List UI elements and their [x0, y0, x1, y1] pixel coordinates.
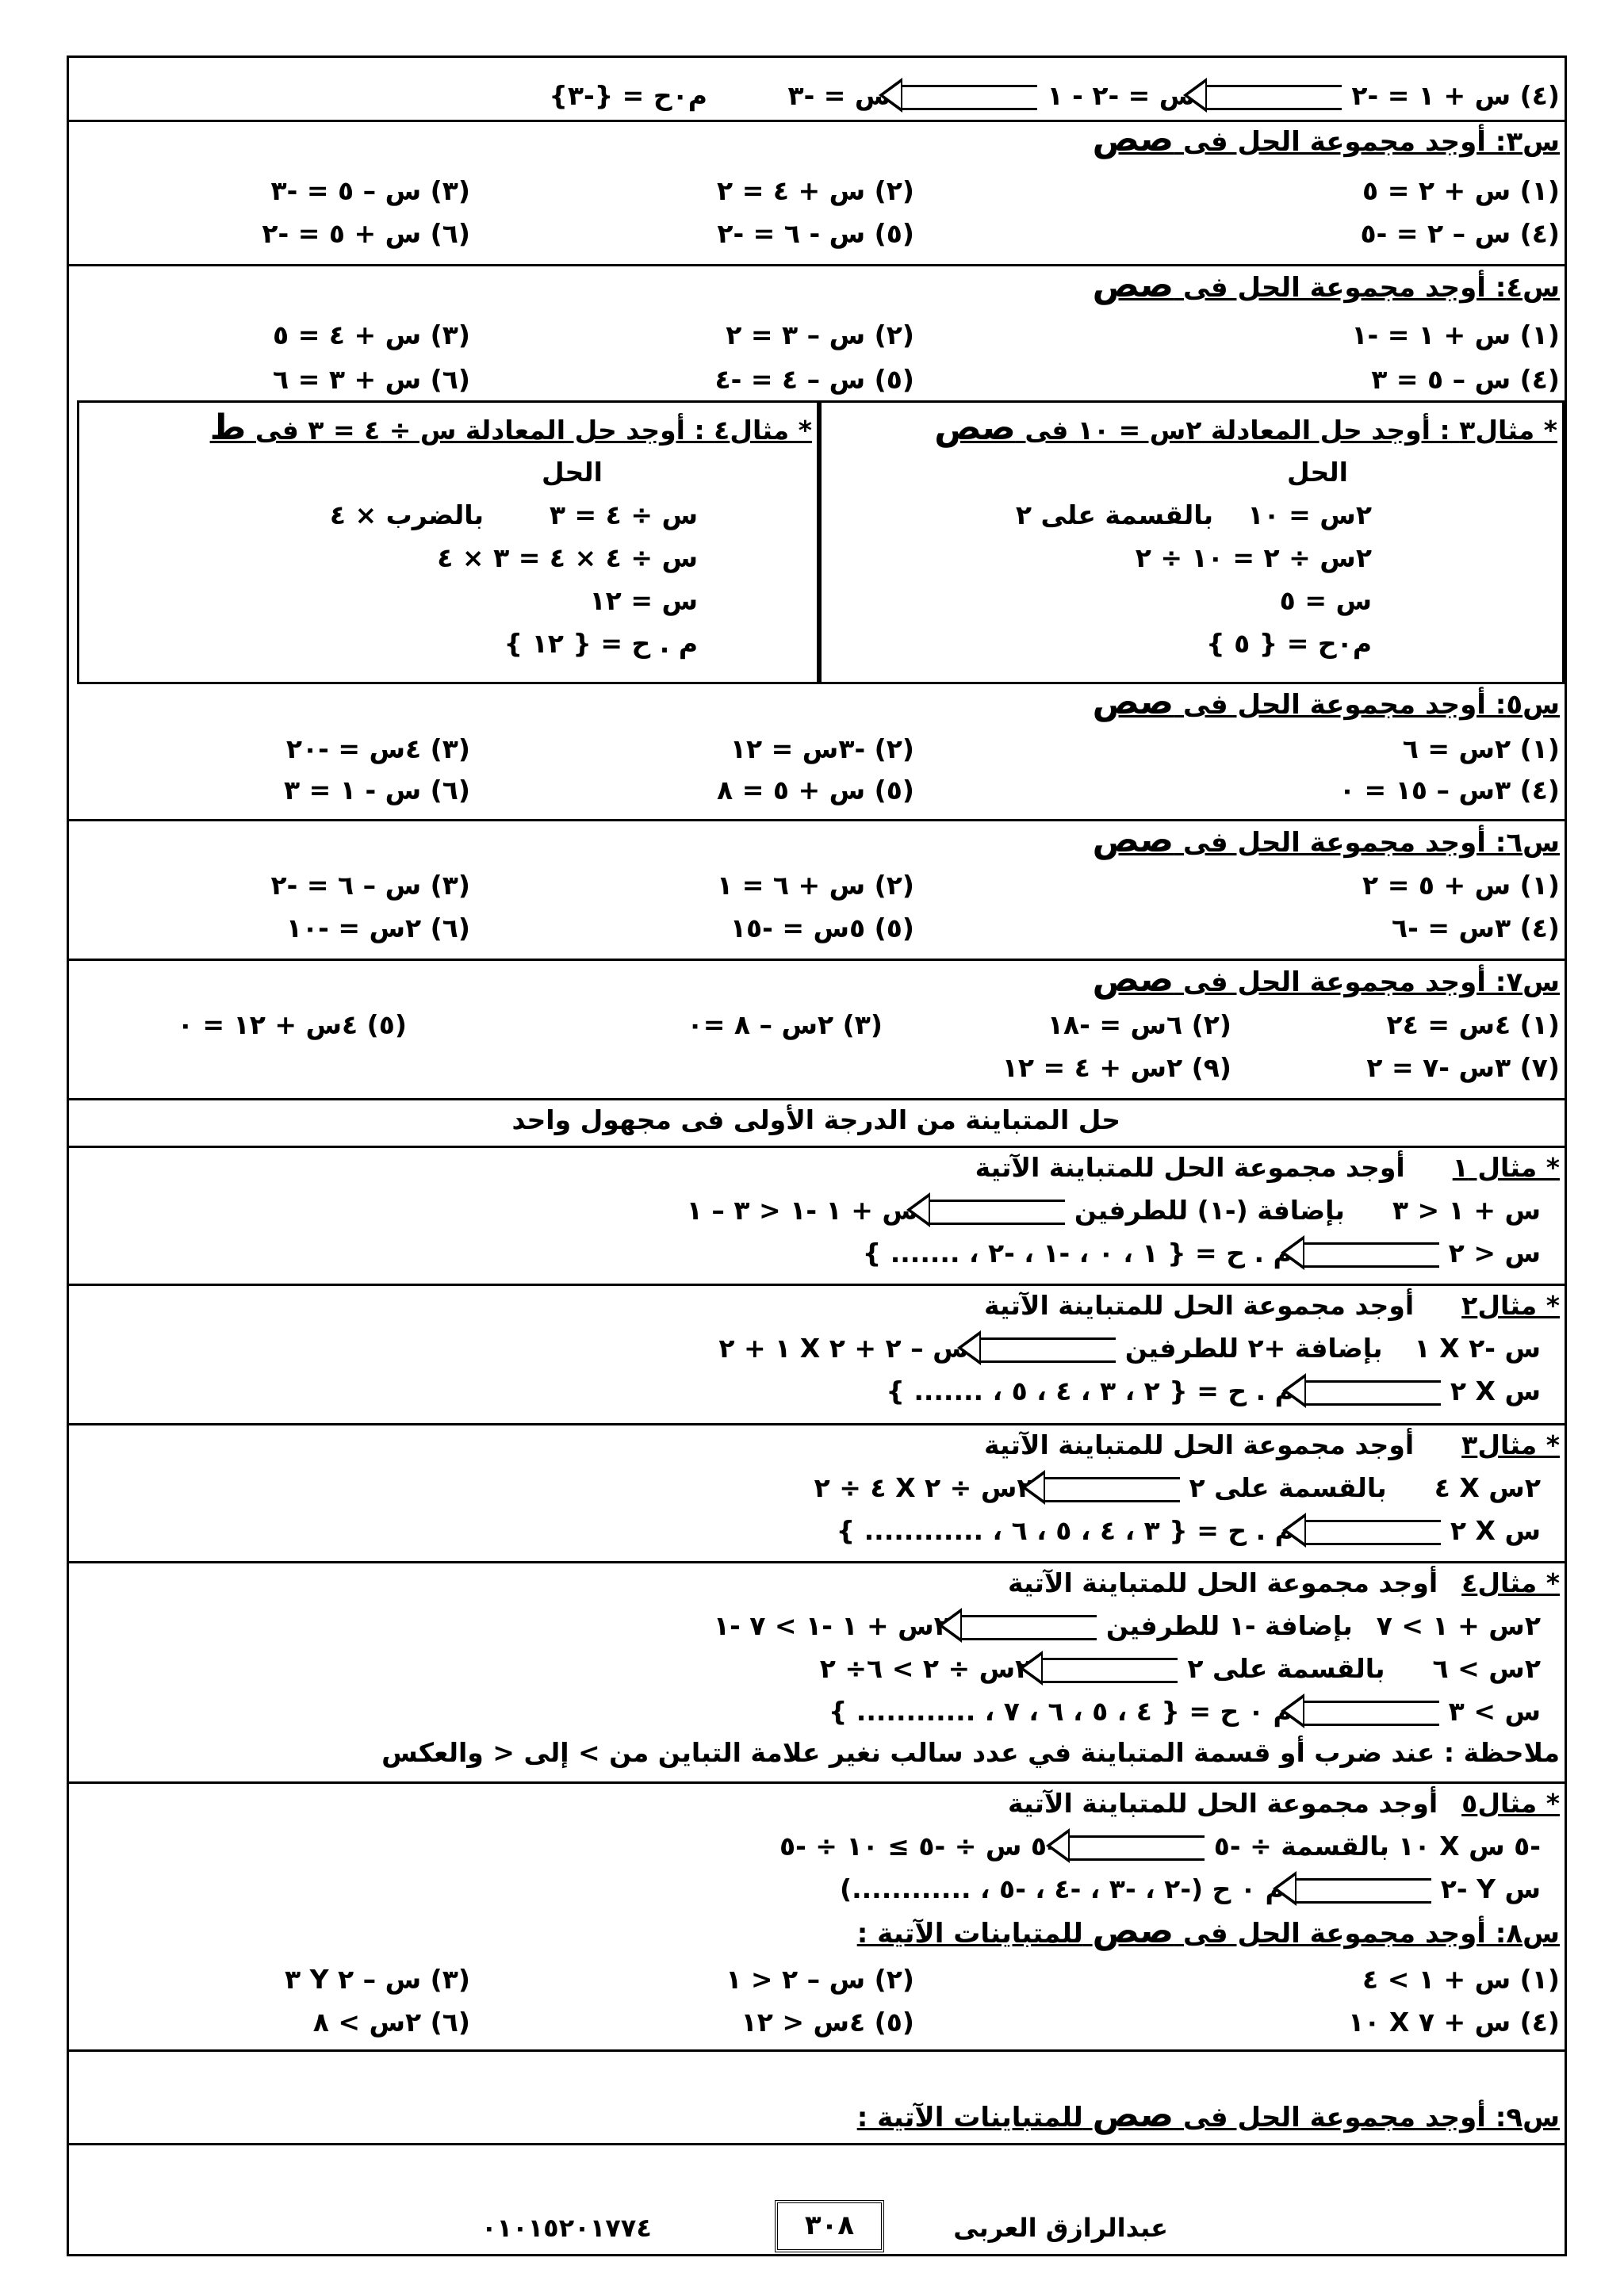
- example-4-solution-label: الحل: [542, 457, 603, 488]
- step: س -٢ X ١بإضافة +٢ للطرفينس – ٢ + ٢ X ١ + ٢: [718, 1333, 1541, 1364]
- step: س X ٢م . ح = { ٣ ، ٤ ، ٥ ، ٦ ، ............ }: [836, 1515, 1541, 1546]
- step: ٢س X ٤بالقسمة على ٢٢س ÷ ٢ X ٤ ÷ ٢: [814, 1472, 1541, 1503]
- arrow-icon: [979, 1337, 1116, 1363]
- q9-title: س٩: أوجد مجموعة الحل فى صص للمتباينات الآتية :: [856, 2095, 1560, 2135]
- q8-item: (٣) س – ٢ Y ٣: [284, 1964, 470, 1995]
- step: -٥ س X ١٠ بالقسمة ÷ -٥-٥ س ÷ -٥ ≥ ١٠ ÷ -٥: [779, 1831, 1541, 1862]
- arrow-icon: [900, 85, 1037, 110]
- q5-title: س٥: أوجد مجموعة الحل فى صص: [1092, 682, 1560, 722]
- section-title: حل المتباينة من الدرجة الأولى فى مجهول واحد: [511, 1104, 1120, 1135]
- q6-item: (١) س + ٥ = ٢: [1362, 870, 1560, 901]
- q7-item: (٥) ٤س + ١٢ = ٠: [177, 1009, 407, 1040]
- q7-item: (٩) ٢س + ٤ = ١٢: [1002, 1052, 1231, 1083]
- arrow-icon: [1205, 85, 1342, 110]
- q3-title: س٣: أوجد مجموعة الحل فى صص: [1092, 119, 1560, 159]
- q6-item: (٢) س + ٦ = ١: [717, 870, 914, 901]
- step: س > ٣م ٠ ح = { ٤ ، ٥ ، ٦ ، ٧ ، ............ }: [828, 1696, 1541, 1727]
- arrow-icon: [1067, 1835, 1205, 1861]
- q4-item: (٤) س – ٥ = ٣: [1371, 364, 1560, 395]
- q5-item: (٢) -٣س = ١٢: [730, 733, 914, 764]
- arrow-icon: [959, 1615, 1097, 1640]
- step: س Y -٢م ٠ ح (-٢ ، -٣ ، -٤ ، -٥ ، ............): [840, 1873, 1541, 1904]
- footer-author: عبدالرازق العربى: [953, 2213, 1168, 2243]
- example-4-box: [77, 400, 819, 684]
- step: ٢س + ١ > ٧بإضافة -١ للطرفين٢س + ١ -١ > ٧ -١: [713, 1610, 1541, 1641]
- step: س = ١٢: [589, 585, 698, 616]
- example-3-solution-label: الحل: [1287, 457, 1348, 488]
- step: س < ٢م . ح = { ١ ، ٠ ، -١ ، -٢ ، ....... }: [862, 1238, 1541, 1269]
- arrow-icon: [1304, 1380, 1441, 1406]
- q3-item: (٣) س – ٥ = -٣: [270, 175, 470, 206]
- q3-item: (٢) س + ٤ = ٢: [717, 175, 914, 206]
- arrow-icon: [1302, 1701, 1439, 1726]
- footer-phone: ٠١٠١٥٢٠١٧٧٤: [481, 2213, 652, 2243]
- q3-item: (٤) س – ٢ = -٥: [1360, 218, 1560, 249]
- q5-item: (١) ٢س = ٦: [1402, 733, 1560, 764]
- step: س ÷ ٤ = ٣: [549, 499, 698, 530]
- arrow-icon: [1302, 1242, 1439, 1268]
- inequality-example-3-title: * مثال٣أوجد مجموعة الحل للمتباينة الآتية: [984, 1429, 1560, 1460]
- q2-line: (٤) س + ١ = -٢س = -٢ - ١س = -٣ م٠ح = {-٣}: [549, 80, 1560, 111]
- step: ٢س > ٦بالقسمة على ٢٢س ÷ ٢ > ٦÷ ٢: [819, 1653, 1541, 1684]
- example-3-title: * مثال٣ : أوجد حل المعادلة ٢س = ١٠ فى صص: [934, 408, 1557, 448]
- step: م . ح = { ١٢ }: [504, 628, 698, 659]
- note: ملاحظة : عند ضرب أو قسمة المتباينة في عدد سالب نغير علامة التباين من > إلى < والعكس: [381, 1737, 1560, 1768]
- inequality-example-4-title: * مثال٤أوجد مجموعة الحل للمتباينة الآتية: [1008, 1567, 1560, 1598]
- q3-item: (٦) س + ٥ = -٢: [262, 218, 470, 249]
- q4-item: (٥) س – ٤ = -٤: [714, 364, 914, 395]
- q6-item: (٥) ٥س = -١٥: [730, 913, 914, 943]
- q7-item: (١) ٤س = ٢٤: [1386, 1009, 1560, 1040]
- example-4-title: * مثال٤ : أوجد حل المعادلة س ÷ ٤ = ٣ فى ط: [209, 408, 812, 448]
- worksheet-page: [67, 55, 1567, 2256]
- q3-item: (٥) س - ٦ = -٢: [717, 218, 914, 249]
- inequality-example-5-title: * مثال٥أوجد مجموعة الحل للمتباينة الآتية: [1008, 1788, 1560, 1819]
- q6-title: س٦: أوجد مجموعة الحل فى صص: [1092, 820, 1560, 860]
- q3-item: (١) س + ٢ = ٥: [1362, 175, 1560, 206]
- step-note: بالضرب × ٤: [329, 499, 484, 530]
- q6-item: (٤) ٣س = -٦: [1391, 913, 1560, 943]
- q4-title: س٤: أوجد مجموعة الحل فى صص: [1092, 265, 1560, 305]
- q7-item: (٢) ٦س = -١٨: [1047, 1009, 1231, 1040]
- q7-title: س٧: أوجد مجموعة الحل فى صص: [1092, 959, 1560, 1000]
- q6-item: (٣) س – ٦ = -٢: [270, 870, 470, 901]
- q5-item: (٣) ٤س = -٢٠: [285, 733, 470, 764]
- q5-item: (٦) س - ١ = ٣: [284, 775, 470, 806]
- q5-item: (٥) س + ٥ = ٨: [717, 775, 914, 806]
- q7-item: (٣) ٢س – ٨ =٠: [687, 1009, 883, 1040]
- q4-item: (١) س + ١ = -١: [1351, 320, 1560, 350]
- example-3-box: [819, 400, 1565, 684]
- q8-item: (٥) ٤س < ١٢: [741, 2007, 914, 2038]
- inequality-example-1-title: * مثال ١أوجد مجموعة الحل للمتباينة الآتية: [975, 1152, 1560, 1183]
- step-note: بالقسمة على ٢: [1015, 499, 1213, 530]
- q8-item: (٤) س + ٧ X ١٠: [1348, 2007, 1560, 2038]
- q7-item: (٧) ٣س -٧ = ٢: [1366, 1052, 1560, 1083]
- q4-item: (٦) س + ٣ = ٦: [273, 364, 470, 395]
- step: م٠ح = { ٥ }: [1206, 628, 1372, 659]
- step: س + ١ < ٣بإضافة (-١) للطرفينس + ١ -١ < ٣ – ١: [686, 1195, 1541, 1226]
- q8-item: (١) س + ١ > ٤: [1362, 1964, 1560, 1995]
- q8-item: (٢) س – ٢ < ١: [726, 1964, 914, 1995]
- q8-title: س٨: أوجد مجموعة الحل فى صص للمتباينات الآتية :: [856, 1911, 1560, 1951]
- step: ٢س ÷ ٢ = ١٠ ÷ ٢: [1135, 542, 1372, 573]
- q4-item: (٢) س – ٣ = ٢: [726, 320, 914, 350]
- q4-item: (٣) س + ٤ = ٥: [273, 320, 470, 350]
- arrow-icon: [1043, 1477, 1180, 1502]
- step: س ÷ ٤ × ٤ = ٣ × ٤: [437, 542, 698, 573]
- step: ٢س = ١٠: [1247, 499, 1372, 530]
- step: س X ٢م . ح = { ٢ ، ٣ ، ٤ ، ٥ ، ....... }: [886, 1376, 1541, 1406]
- page-number: ٣٠٨: [775, 2200, 884, 2252]
- q5-item: (٤) ٣س – ١٥ = ٠: [1339, 775, 1560, 806]
- arrow-icon: [1304, 1520, 1441, 1545]
- arrow-icon: [1040, 1658, 1178, 1683]
- q6-item: (٦) ٢س = -١٠: [285, 913, 470, 943]
- arrow-icon: [928, 1200, 1065, 1225]
- arrow-icon: [1294, 1878, 1431, 1904]
- step: س = ٥: [1279, 585, 1372, 616]
- inequality-example-2-title: * مثال٢أوجد مجموعة الحل للمتباينة الآتية: [984, 1290, 1560, 1321]
- q8-item: (٦) ٢س > ٨: [312, 2007, 470, 2038]
